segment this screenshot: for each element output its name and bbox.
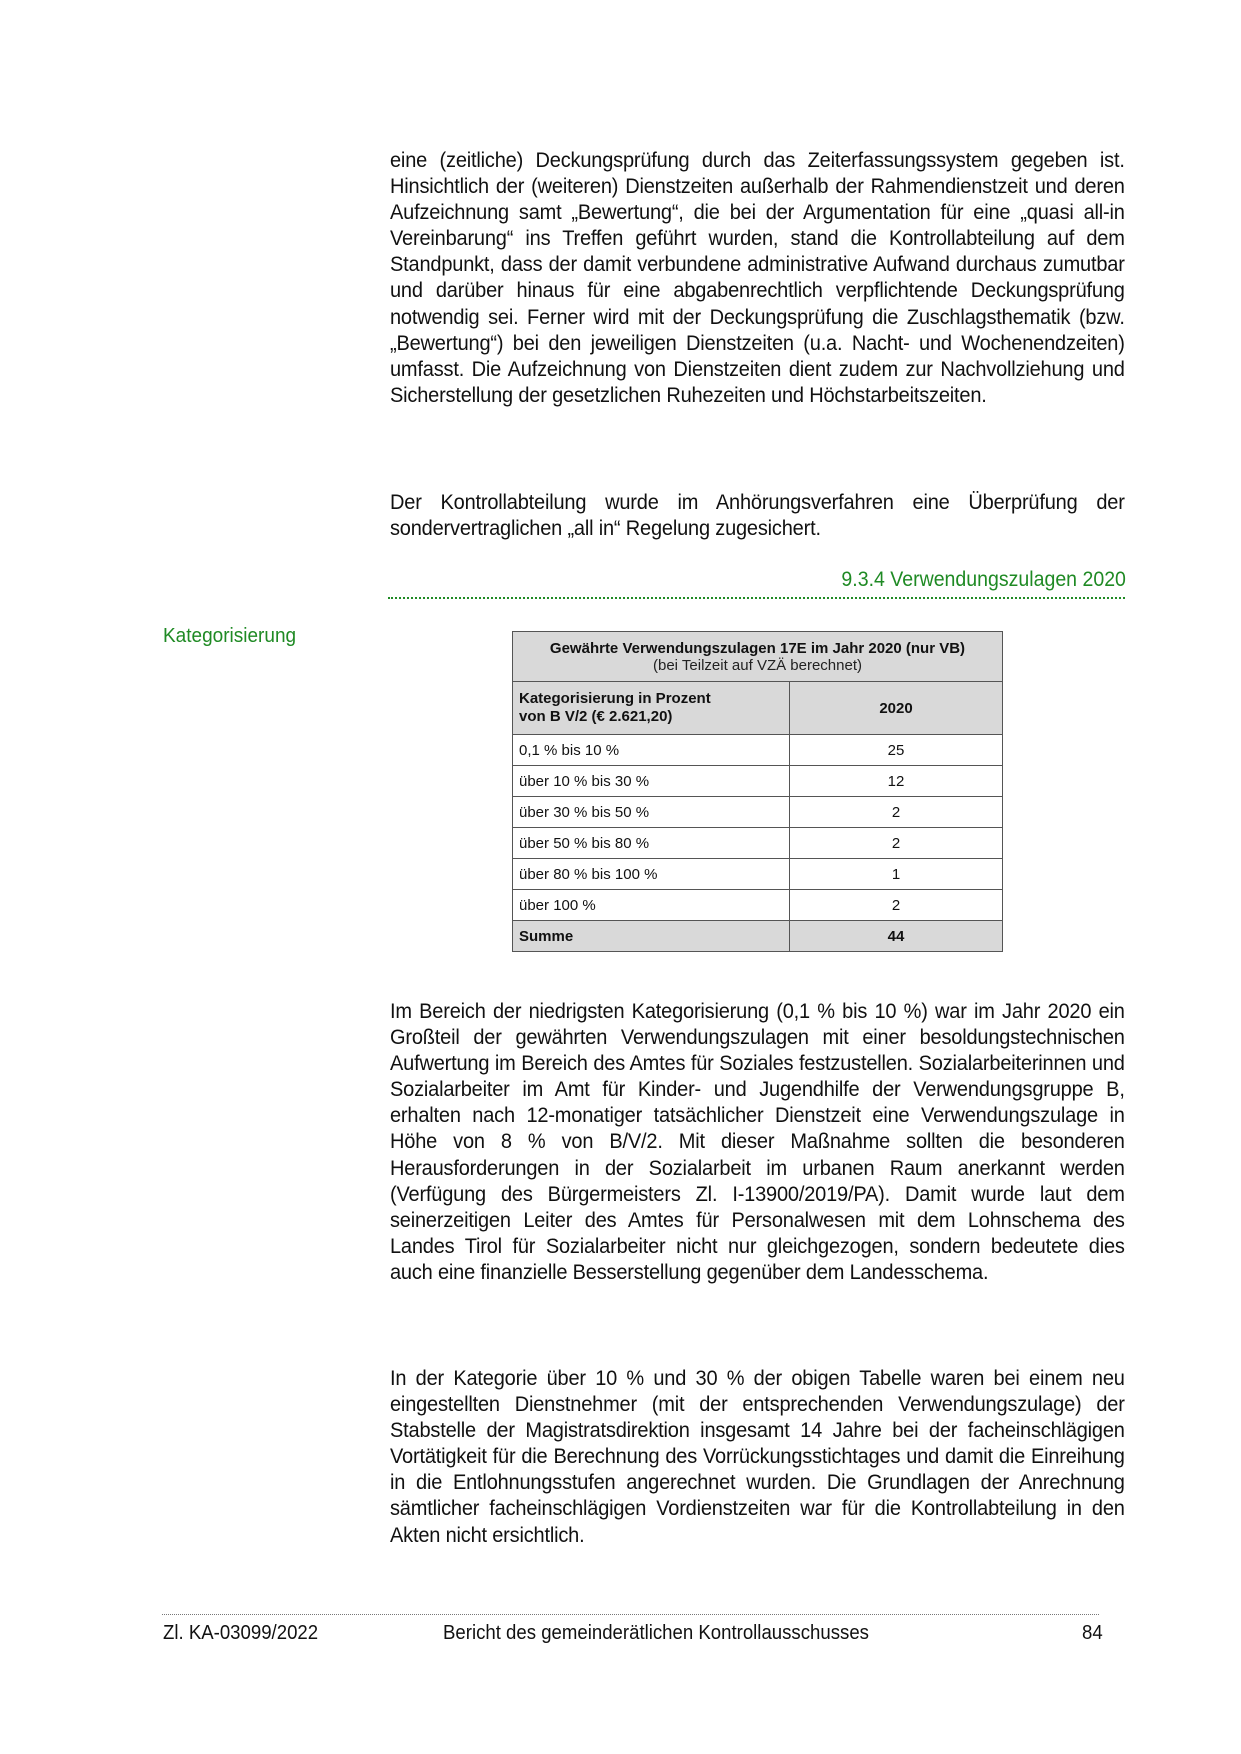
paragraph-text: In der Kategorie über 10 % und 30 % der obigen Tabelle waren bei einem neu eingestellten Dienstnehmer (mit der entsprechenden Verwendungszulage) der Stabstelle der Magistratsdirektion insgesamt 14 Jahre bei der facheinschlägigen Vortätigkeit für die Berechnung des Vorrückungsstichtages und damit die Einreihung in die Entlohnungsstufen angerechnet wurden. Die Grundlagen der Anrechnung sämtlicher facheinschlägigen Vordienstzeiten war für die Kontrollabteilung in den Akten nicht ersichtlich.	[390, 1366, 1125, 1547]
paragraph-text: Der Kontrollabteilung wurde im Anhörungsverfahren eine Überprüfung der sondervertraglichen „all in“ Regelung zugesichert.	[390, 490, 1125, 541]
body-paragraph-4	[390, 1365, 1125, 1548]
section-divider	[388, 597, 1125, 599]
column-header-line-2: von B V/2 (€ 2.621,20)	[519, 708, 673, 725]
category-cell: über 50 % bis 80 %	[513, 828, 790, 859]
table-row	[513, 735, 1003, 766]
table-title-cell	[513, 632, 1003, 682]
body-paragraph-2	[390, 489, 1125, 541]
body-paragraph-3	[390, 998, 1125, 1285]
section-heading	[388, 568, 1126, 592]
category-cell: über 10 % bis 30 %	[513, 766, 790, 797]
value-cell: 25	[790, 735, 1003, 766]
table-row	[513, 828, 1003, 859]
page-number-text: 84	[1082, 1622, 1103, 1644]
value-cell: 1	[790, 859, 1003, 890]
footer-reference	[163, 1622, 330, 1645]
value-cell: 2	[790, 890, 1003, 921]
body-paragraph-1	[390, 147, 1125, 408]
column-header-category	[513, 682, 790, 735]
table-row	[513, 797, 1003, 828]
value-cell: 12	[790, 766, 1003, 797]
category-cell: 0,1 % bis 10 %	[513, 735, 790, 766]
table-title: Gewährte Verwendungszulagen 17E im Jahr 2020 (nur VB)	[549, 640, 966, 657]
category-cell: über 80 % bis 100 %	[513, 859, 790, 890]
paragraph-text: eine (zeitliche) Deckungsprüfung durch das Zeiterfassungssystem gegeben ist. Hinsichtlich der (weiteren) Dienstzeiten außerhalb der Rahmendienstzeit und deren Aufzeichnung samt „Bewertung“, die bei der Argumentation für eine „quasi all-in Vereinbarung“ ins Treffen geführt wurden, stand die Kontrollabteilung auf dem Standpunkt, dass der damit verbundene administrative Aufwand durchaus zumutbar und darüber hinaus für eine abgabenrechtlich verpflichtende Deckungsprüfung notwendig sei. Ferner wird mit der Deckungsprüfung die Zuschlagsthematik (bzw. „Bewertung“) bei den jeweiligen Dienstzeiten (u.a. Nacht- und Wochenendzeiten) umfasst. Die Aufzeichnung von Dienstzeiten dient zudem zur Nachvollziehung und Sicherstellung der gesetzlichen Ruhezeiten und Höchstarbeitszeiten.	[390, 148, 1125, 407]
sum-label: Summe	[513, 921, 790, 952]
footer-divider	[162, 1614, 1099, 1615]
sum-value: 44	[790, 921, 1003, 952]
footer-title-text: Bericht des gemeinderätlichen Kontrollausschusses	[443, 1622, 869, 1644]
footer-title	[443, 1622, 901, 1645]
table-row	[513, 890, 1003, 921]
table-header-row	[513, 682, 1003, 735]
value-cell: 2	[790, 797, 1003, 828]
page-number	[1082, 1622, 1104, 1645]
table-subtitle: (bei Teilzeit auf VZÄ berechnet)	[653, 657, 862, 674]
allowance-table	[512, 631, 1003, 952]
margin-note	[163, 625, 303, 648]
margin-note-text: Kategorisierung	[163, 625, 297, 647]
column-header-year: 2020	[790, 682, 1003, 735]
table-row	[513, 859, 1003, 890]
value-cell: 2	[790, 828, 1003, 859]
table-sum-row	[513, 921, 1003, 952]
category-cell: über 30 % bis 50 %	[513, 797, 790, 828]
column-header-line-1: Kategorisierung in Prozent	[519, 690, 711, 707]
table-title-row	[513, 632, 1003, 682]
footer-reference-text: Zl. KA-03099/2022	[163, 1622, 319, 1644]
paragraph-text: Im Bereich der niedrigsten Kategorisierung (0,1 % bis 10 %) war im Jahr 2020 ein Großteil der gewährten Verwendungszulagen mit einer besoldungstechnischen Aufwertung im Bereich des Amtes für Soziales festzustellen. Sozialarbeiterinnen und Sozialarbeiter im Amt für Kinder- und Jugendhilfe der Verwendungsgruppe B, erhalten nach 12-monatiger tatsächlicher Dienstzeit eine Verwendungszulage in Höhe von 8 % von B/V/2. Mit dieser Maßnahme sollten die besonderen Herausforderungen in der Sozialarbeit im urbanen Raum anerkannt werden (Verfügung des Bürgermeisters Zl. I-13900/2019/PA). Damit wurde laut dem seinerzeitigen Leiter des Amtes für Personalwesen mit dem Lohnschema des Landes Tirol für Sozialarbeiter nicht nur gleichgezogen, sondern bedeutete dies auch eine finanzielle Besserstellung gegenüber dem Landesschema.	[390, 999, 1125, 1284]
section-heading-text: 9.3.4 Verwendungszulagen 2020	[841, 568, 1126, 591]
table-row	[513, 766, 1003, 797]
category-cell: über 100 %	[513, 890, 790, 921]
